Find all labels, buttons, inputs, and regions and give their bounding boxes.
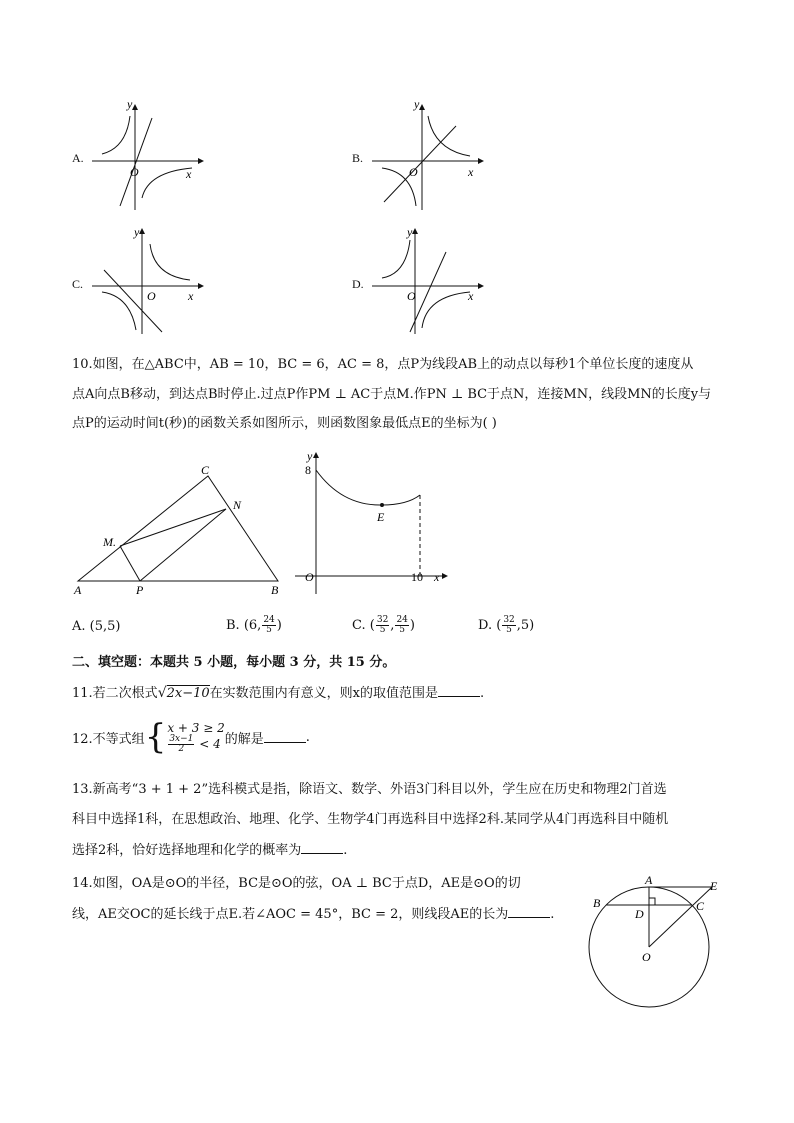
q10-option-a[interactable]: A. (5,5) [72,619,121,634]
q12-text: 12.不等式组 { x + 3 ≥ 2 $\frac{3x-1}{2}$ < 4 的解是 . [72,717,310,757]
vertex-b-label: B [271,583,279,597]
origin-label: O [409,165,418,179]
point-p-label: P [136,583,144,597]
q10-line-1: 10.如图，在△ABC中，AB = 10，BC = 6，AC = 8，点P为线段AB上的动点以每秒1个单位长度的速度从 [72,357,694,372]
point-m-label: M. [103,535,116,549]
q11-text: 11.若二次根式√2x−10在实数范围内有意义，则x的取值范围是 . [72,685,485,701]
q10-option-d[interactable]: D. ( $\frac{32}{5}$ ,5) [478,615,535,635]
axis-y-label: y [414,98,420,111]
point-d-label: D [635,907,644,921]
graph-option-d [370,222,485,337]
point-n-label: N [233,498,242,512]
q12-answer-blank[interactable] [264,732,306,743]
point-e-label: E [377,510,385,524]
q10-option-b[interactable]: B. (6, $\frac{24}{5}$ ) [226,615,282,635]
axis-y-label: y [407,225,413,239]
q14-line-2: 线，AE交OC的延长线于点E.若∠AOC = 45°，BC = 2，则线段AE的长为 . [72,907,555,922]
vertex-a-label: A [74,583,82,597]
q10-function-graph [292,448,452,598]
axis-y-label: y [134,225,140,239]
origin-label: O [305,570,314,584]
q13-line-1: 13.新高考“3 + 1 + 2”选科模式是指，除语文、数学、外语3门科目以外，学生应在历史和物理2门首选 [72,782,667,797]
vertex-c-label: C [201,463,210,477]
axis-x-label: x [468,165,474,179]
origin-label: O [407,289,416,303]
lowest-point-e [380,503,384,507]
origin-label: O [130,165,139,179]
option-d-label[interactable]: D. [352,277,364,291]
point-o-label: O [642,950,651,964]
q13-line-3: 选择2科，恰好选择地理和化学的概率为 . [72,843,348,858]
option-c-label[interactable]: C. [72,277,84,291]
axis-x-label: x [468,289,474,303]
option-a-label[interactable]: A. [72,151,84,165]
point-b-label: B [593,896,601,910]
q13-line-2: 科目中选择1科，在思想政治、地理、化学、生物学4门再选科目中选择2科.某同学从4门再选科目中随机 [72,812,669,827]
q10-triangle-figure [70,458,290,598]
graph-option-b [370,98,485,213]
option-b-label[interactable]: B. [352,151,364,165]
q14-circle-figure [584,870,724,1015]
graph-option-a [90,98,205,213]
q11-answer-blank[interactable] [438,686,480,697]
q10-option-c[interactable]: C. ( $\frac{32}{5}$ , $\frac{24}{5}$ ) [352,615,415,635]
section-2-title: 二、填空题：本题共 5 小题，每小题 3 分，共 15 分。 [72,655,396,670]
axis-y-label: y [307,449,313,463]
origin-label: O [147,289,156,303]
axis-x-label: x [188,289,194,303]
q10-line-2: 点A向点B移动，到达点B时停止.过点P作PM ⊥ AC于点M.作PN ⊥ BC于点N，连接MN，线段MN的长度y与 [72,387,712,402]
x-end-label: 10 [411,570,423,584]
q14-answer-blank[interactable] [508,907,550,918]
point-e-label: E [710,879,718,893]
y-intercept-label: 8 [305,463,311,477]
point-c-label: C [696,899,705,913]
graph-option-c [90,222,205,337]
axis-x-label: x [434,570,440,584]
q13-answer-blank[interactable] [301,843,343,854]
q14-line-1: 14.如图，OA是⊙O的半径，BC是⊙O的弦，OA ⊥ BC于点D，AE是⊙O的切 [72,876,521,891]
q10-line-3: 点P的运动时间t(秒)的函数关系如图所示，则函数图象最低点E的坐标为( ) [72,416,497,431]
point-a-label: A [645,873,653,887]
axis-x-label: x [186,167,192,181]
axis-y-label: y [127,98,133,111]
